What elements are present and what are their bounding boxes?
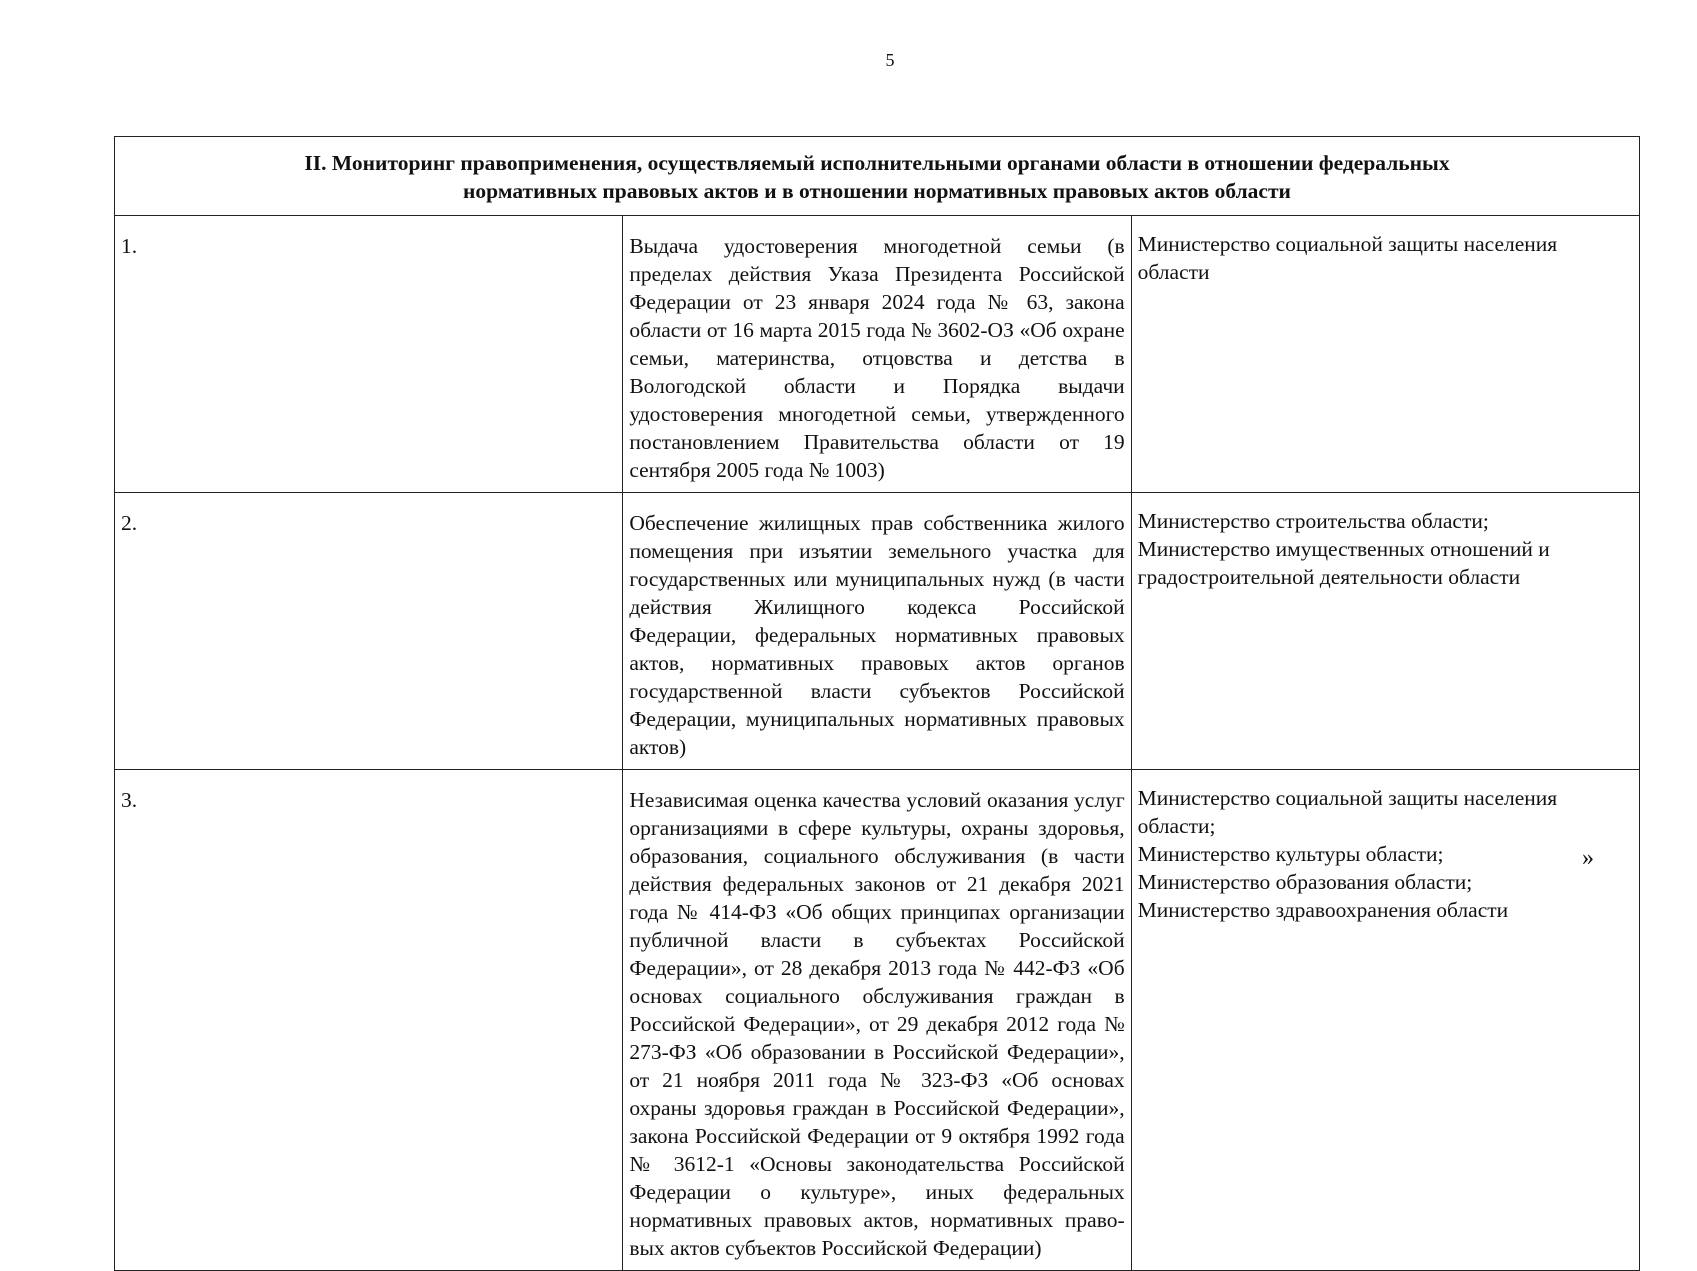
row-organizations [1131,493,1639,770]
row-description: Выдача удостоверения многодетной семьи (в пределах действия Указа Президента Российской Федерации от 23 января 2024 года № 63, закона области от 16 марта 2015 года № 3602-ОЗ «Об охране семьи, материнства, отцовства и детства в Вологодской области и Порядка выдачи удостоверения многодетной семьи, утвержденного постановлением Правительства области от 19 сентября 2005 года № 1003) [623,216,1131,493]
row-number: 2. [115,493,623,770]
organization-name: Министерство строительства области; [1137,509,1489,533]
table-row [115,493,1640,770]
row-organizations [1131,770,1639,1271]
page-number: 5 [885,50,895,70]
table-row [115,770,1640,1271]
section-title-line-1: II. Мониторинг правоприменения, осуществляемый исполнительными органами области в отношении федеральных [304,151,1450,175]
row-organizations [1131,216,1639,493]
organization-name: Министерство культуры области; [1137,842,1444,866]
row-number: 1. [115,216,623,493]
row-number: 3. [115,770,623,1271]
section-title [115,137,1640,216]
closing-quote: » [1582,845,1594,871]
section-title-line-2: нормативных правовых актов и в отношении нормативных правовых актов области [463,179,1291,203]
organization-name: Министерство имущественных отношений и градостроительной деятельности области [1137,537,1550,589]
monitoring-table [114,136,1640,1271]
row-description: Независимая оценка качества условий оказания услуг организациями в сфере культуры, охраны здоровья, образования, социального обслуживания (в части действия федеральных законов от 21 декабря 2021 года № 414-ФЗ «Об общих принципах организации публичной власти в субъектах Российской Федерации», от 28 декабря 2013 года № 442-ФЗ «Об основах социального обслуживания граждан в Российской Федерации», от 29 декабря 2012 года № 273-ФЗ «Об образовании в Российской Федерации», от 21 ноября 2011 года № 323-ФЗ «Об основах охраны здоровья граждан в Российской Федерации», закона Российской Федерации от 9 октября 1992 года № 3612-1 «Основы законодательства Российской Федерации о культуре», иных федеральных нормативных правовых актов, нормативных правовых актов субъектов Российской Федерации) [623,770,1131,1271]
table-row [115,216,1640,493]
organization-name: Министерство социальной защиты населения области [1137,232,1558,284]
section-header-row [115,137,1640,216]
organization-name: Министерство здравоохранения области [1137,898,1509,922]
row-description: Обеспечение жилищных прав собственника жилого помещения при изъятии земельного участка для государственных или муниципальных нужд (в части действия Жилищного кодекса Российской Федерации, федеральных нормативных правовых актов, нормативных правовых актов органов государственной власти субъектов Российской Федерации, муниципальных нормативных правовых актов) [623,493,1131,770]
organization-name: Министерство образования области; [1137,870,1473,894]
organization-name: Министерство социальной защиты населения области; [1137,786,1558,838]
